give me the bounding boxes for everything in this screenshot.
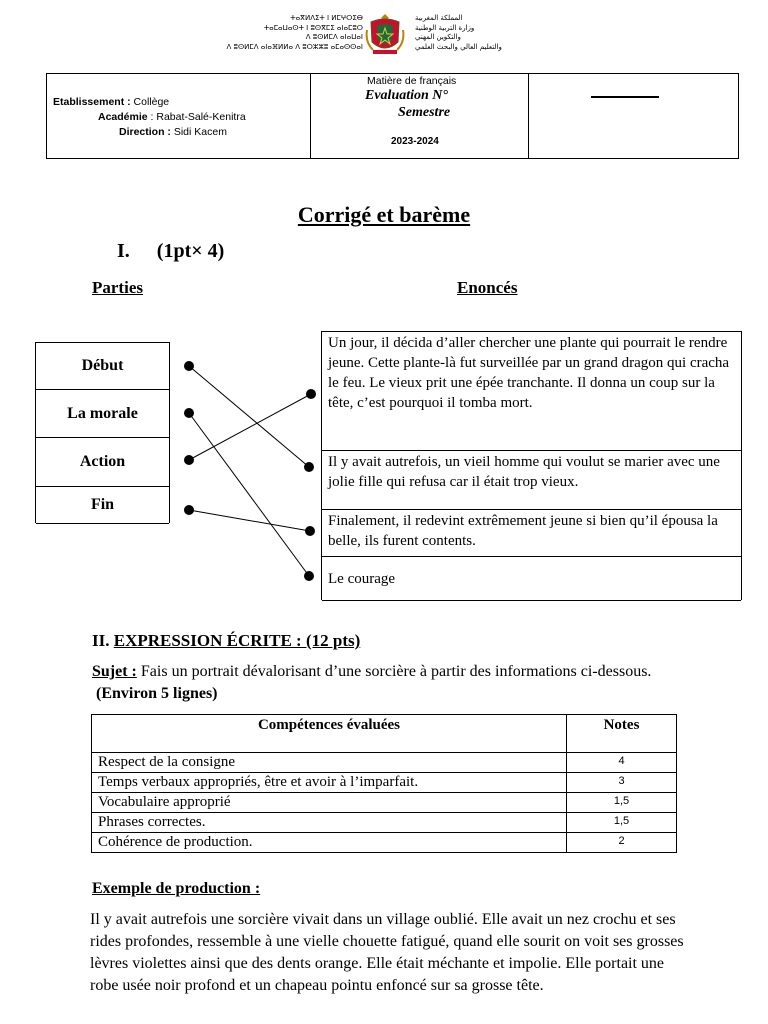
match-line xyxy=(189,366,309,467)
comp-cell: Vocabulaire approprié xyxy=(92,793,567,813)
tifinagh-line: ⴷ ⵓⵙⵍⵎⴷ ⴰⵏⴰⴼⵍⵍⴰ ⴷ ⵓⵔⵣⵣⵓ ⴰⵎⴰⵙⵙⴰⵏ xyxy=(226,42,363,51)
match-dot xyxy=(184,408,194,418)
note-cell: 3 xyxy=(567,773,677,793)
section1-points: (1pt× 4) xyxy=(156,240,225,262)
match-line xyxy=(189,510,310,531)
tifinagh-line: ⵜⴰⵎⴰⵡⴰⵙⵜ ⵏ ⵓⵙⴳⵎⵉ ⴰⵏⴰⵎⵓⵔ xyxy=(263,23,363,32)
section2-title: EXPRESSION ÉCRITE : (12 pts) xyxy=(113,631,361,650)
match-dot xyxy=(306,389,316,399)
exemple-text: Il y avait autrefois une sorcière vivait dans un village oublié. Elle avait un nez crochu et ses rides profondes, ressemble à une vielle chouette fatigué, quand elle sourit on voit ses grosses lèvres violettes ainsi que des dents orange. Elle était méchante et impolie. Elle portait une robe usée noir profond et un chapeau pointu enfoncé sur sa grosse tête. xyxy=(90,911,684,994)
comp-cell: Phrases correctes. xyxy=(92,813,567,833)
section1-number: I. xyxy=(117,240,130,262)
table-header-comp: Compétences évaluées xyxy=(92,715,567,753)
partie-cell: Action xyxy=(36,438,169,487)
match-dot xyxy=(305,526,315,536)
exemple-label: Exemple de production : xyxy=(92,880,261,897)
comp-cell: Cohérence de production. xyxy=(92,833,567,853)
matiere: Matière de français xyxy=(367,75,457,87)
partie-cell: Fin xyxy=(36,487,169,524)
comp-cell: Temps verbaux appropriés, être et avoir à l’imparfait. xyxy=(92,773,567,793)
arabic-line: والتكوين المهني xyxy=(415,33,461,41)
page-title: Corrigé et barème xyxy=(297,202,471,227)
sujet-label: Sujet : xyxy=(92,663,137,680)
table-row xyxy=(92,833,677,853)
table-header-row xyxy=(92,715,677,753)
match-dot xyxy=(184,455,194,465)
note-cell: 1,5 xyxy=(567,813,677,833)
match-line xyxy=(189,413,309,576)
sujet xyxy=(92,661,682,705)
match-dot xyxy=(184,505,194,515)
arabic-line: والتعليم العالي والبحث العلمي xyxy=(415,42,502,51)
col-parties-label: Parties xyxy=(92,278,143,297)
col-enonces-label: Enoncés xyxy=(457,278,518,297)
academie-value: : Rabat-Salé-Kenitra xyxy=(150,111,246,123)
note-cell: 2 xyxy=(567,833,677,853)
enonce-cell: Il y avait autrefois, un vieil homme qui voulut se marier avec une jolie fille qui refusa car il était trop vieux. xyxy=(322,451,741,510)
tifinagh-line: ⵜⴰⴳⵍⴷⵉⵜ ⵏ ⵍⵎⵖⵔⵉⴱ xyxy=(290,14,363,22)
table-row xyxy=(92,753,677,773)
note-cell: 4 xyxy=(567,753,677,773)
semestre: Semestre xyxy=(398,105,451,120)
arabic-line: وزارة التربية الوطنية xyxy=(415,23,475,32)
note-cell: 1,5 xyxy=(567,793,677,813)
match-line xyxy=(189,394,311,460)
academie-label: Académie xyxy=(98,111,148,123)
etablissement-label: Etablissement : xyxy=(53,96,131,108)
match-dot xyxy=(304,462,314,472)
table-row xyxy=(92,813,677,833)
match-dot xyxy=(304,571,314,581)
section2-heading xyxy=(92,631,360,651)
table-row xyxy=(92,773,677,793)
partie-cell: Début xyxy=(36,343,169,390)
annee: 2023-2024 xyxy=(391,136,439,147)
enonce-cell: Finalement, il redevint extrêmement jeune si bien qu’il épousa la belle, ils furent contents. xyxy=(322,510,741,557)
evaluation: Evaluation N° xyxy=(365,88,449,103)
tifinagh-line: ⴷ ⵓⵙⵍⵎⴷ ⴰⵏⴰⵡⴰⵏ xyxy=(305,33,363,41)
sujet-length: (Environ 5 lignes) xyxy=(96,685,218,702)
direction-value: Sidi Kacem xyxy=(173,126,227,138)
section2-number: II. xyxy=(92,631,110,650)
direction-label: Direction : xyxy=(119,126,171,138)
table-row xyxy=(92,793,677,813)
comp-cell: Respect de la consigne xyxy=(92,753,567,773)
table-header-notes: Notes xyxy=(567,715,677,753)
etablissement-value: Collège xyxy=(133,96,170,108)
competences-table xyxy=(91,714,677,853)
enonce-cell: Un jour, il décida d’aller chercher une plante qui pourrait le rendre jeune. Cette plante-là fut surveillée par un grand dragon qui cracha le feu. Le vieux prit une épée tranchante. Il donna un coup sur la tête, c’est pourquoi il tomba mort. xyxy=(322,332,741,451)
partie-cell: La morale xyxy=(36,390,169,438)
enonce-cell: Le courage xyxy=(322,557,741,601)
sujet-text: Fais un portrait dévalorisant d’une sorcière à partir des informations ci-dessous. xyxy=(140,663,652,680)
arabic-line: المملكة المغربية xyxy=(415,14,463,22)
match-dot xyxy=(184,361,194,371)
